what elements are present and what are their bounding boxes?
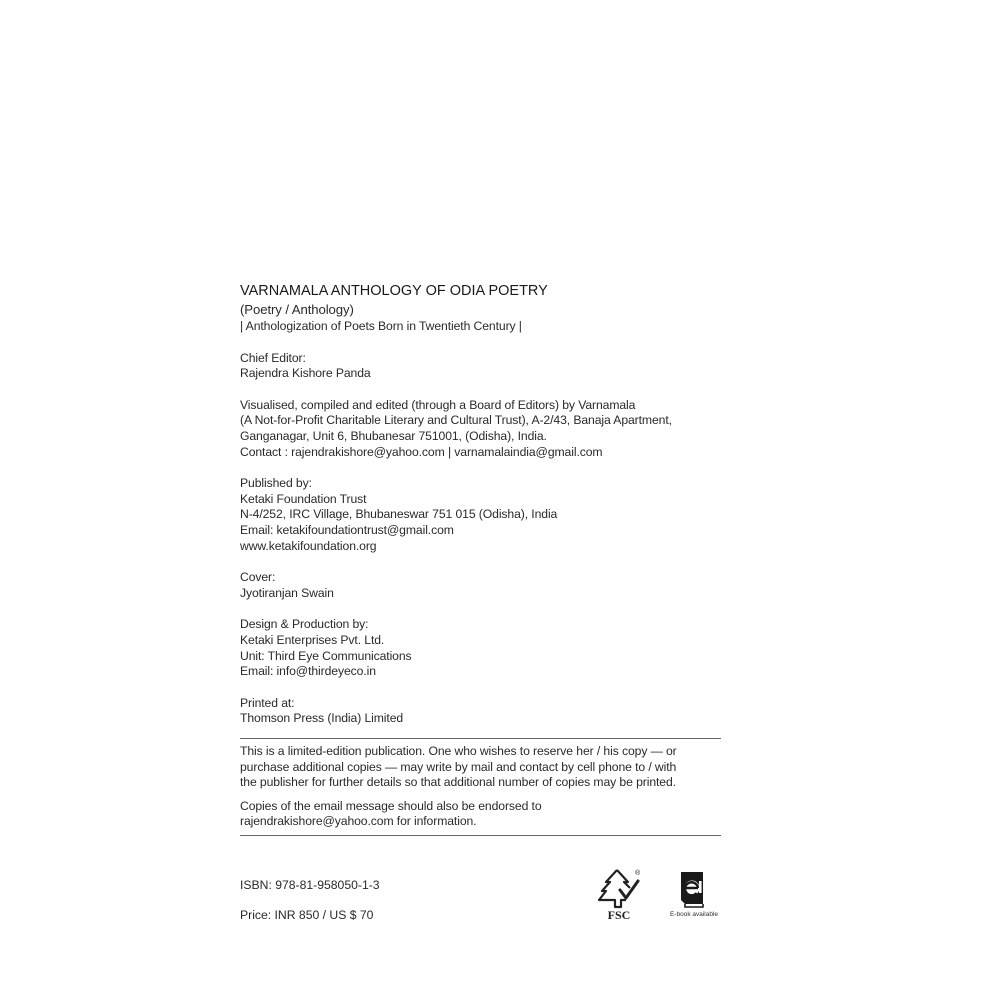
colophon-content bbox=[240, 282, 732, 727]
notice-line: Copies of the email message should also be endorsed to bbox=[240, 798, 542, 813]
cover-block bbox=[240, 570, 732, 601]
divider-bottom bbox=[240, 835, 721, 836]
printer-name: Thomson Press (India) Limited bbox=[240, 711, 404, 726]
notice-line: the publisher for further details so that additional number of copies may be printed. bbox=[240, 775, 676, 790]
design-block bbox=[240, 617, 732, 679]
printer-block bbox=[240, 696, 732, 727]
divider-top bbox=[240, 738, 721, 739]
fsc-logo bbox=[593, 868, 645, 924]
registered-mark: ® bbox=[635, 870, 641, 877]
design-company: Ketaki Enterprises Pvt. Ltd. bbox=[240, 632, 385, 647]
publisher-address: N-4/252, IRC Village, Bhubaneswar 751 015 (Odisha), India bbox=[240, 507, 558, 522]
limited-edition-notice bbox=[240, 744, 732, 830]
contact-line: Contact : rajendrakishore@yahoo.com | varnamalaindia@gmail.com bbox=[240, 444, 603, 459]
compiled-line: Ganganagar, Unit 6, Bhubanesar 751001, (Odisha), India. bbox=[240, 428, 547, 443]
printer-heading: Printed at: bbox=[240, 695, 295, 710]
ebook-logo bbox=[666, 868, 722, 924]
notice-line: This is a limited-edition publication. One who wishes to reserve her / his copy — or bbox=[240, 744, 677, 758]
book-tagline: | Anthologization of Poets Born in Twentieth Century | bbox=[240, 319, 522, 333]
book-title: VARNAMALA ANTHOLOGY OF ODIA POETRY bbox=[240, 283, 548, 299]
tree-checkmark-icon bbox=[593, 868, 645, 910]
publisher-block bbox=[240, 476, 732, 554]
chief-editor-name: Rajendra Kishore Panda bbox=[240, 366, 371, 381]
cover-artist: Jyotiranjan Swain bbox=[240, 585, 334, 600]
compiled-block bbox=[240, 398, 732, 460]
book-subtitle: (Poetry / Anthology) bbox=[240, 302, 354, 317]
design-heading: Design & Production by: bbox=[240, 617, 369, 632]
notice-line: rajendrakishore@yahoo.com for information. bbox=[240, 814, 477, 829]
fsc-label: FSC bbox=[607, 908, 631, 922]
publisher-name: Ketaki Foundation Trust bbox=[240, 491, 367, 506]
notice-line: purchase additional copies — may write by mail and contact by cell phone to / with bbox=[240, 759, 677, 774]
price: Price: INR 850 / US $ 70 bbox=[240, 908, 374, 922]
publisher-heading: Published by: bbox=[240, 476, 312, 491]
notice-endorse-paragraph bbox=[240, 799, 732, 830]
design-unit: Unit: Third Eye Communications bbox=[240, 648, 412, 663]
chief-editor-heading: Chief Editor: bbox=[240, 350, 306, 365]
publisher-email: Email: ketakifoundationtrust@gmail.com bbox=[240, 522, 454, 537]
cover-heading: Cover: bbox=[240, 570, 276, 585]
ebook-label: E-book available bbox=[669, 911, 719, 918]
publisher-website: www.ketakifoundation.org bbox=[240, 538, 377, 553]
design-email: Email: info@thirdeyeco.in bbox=[240, 664, 376, 679]
chief-editor-block bbox=[240, 351, 732, 382]
isbn: ISBN: 978-81-958050-1-3 bbox=[240, 878, 380, 892]
compiled-line: Visualised, compiled and edited (through a Board of Editors) by Varnamala bbox=[240, 397, 636, 412]
compiled-line: (A Not-for-Profit Charitable Literary and Cultural Trust), A-2/43, Banaja Apartment, bbox=[240, 413, 672, 428]
ebook-icon bbox=[666, 868, 722, 910]
